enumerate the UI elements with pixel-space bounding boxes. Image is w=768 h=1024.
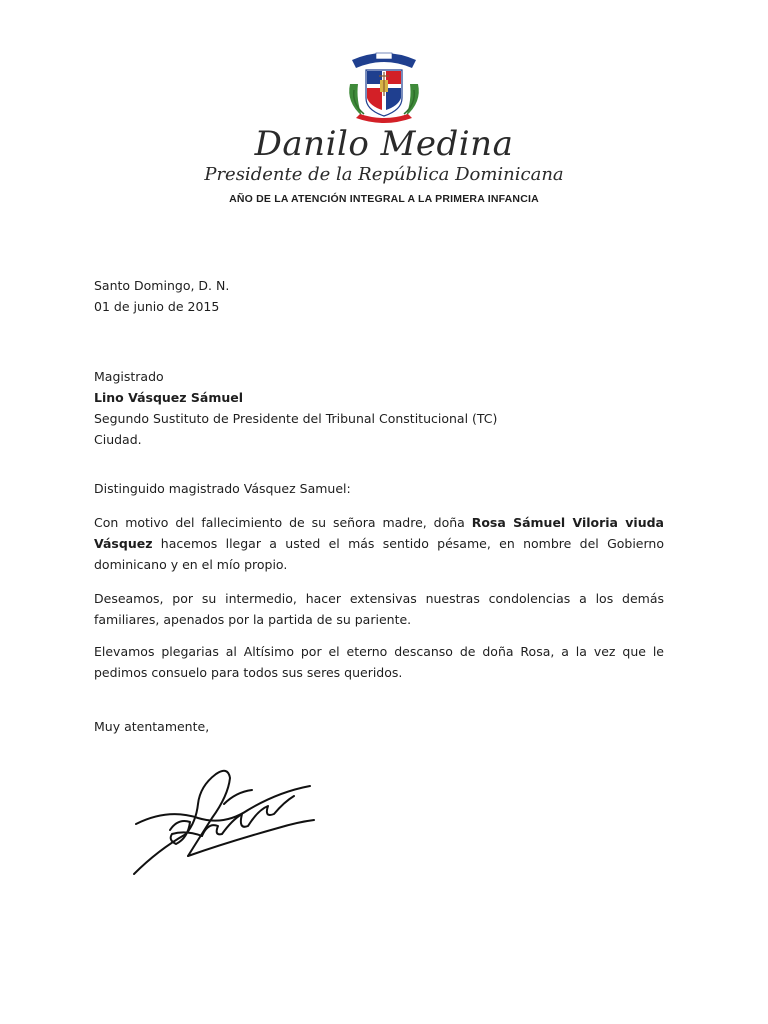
recipient-name: Lino Vásquez Sámuel [94,390,244,405]
recipient-position: Segundo Sustituto de Presidente del Tribunal Constitucional (TC) [94,411,498,426]
place: Santo Domingo, D. N. [94,278,230,293]
sender-name: Danilo Medina [254,124,514,164]
deceased-name: Rosa Sámuel Viloria viuda Vásquez [94,515,664,551]
salutation: Distinguido magistrado Vásquez Samuel: [94,481,351,496]
coat-of-arms-icon [342,44,426,128]
paragraph-prayers: Elevamos plegarias al Altísimo por el eterno descanso de doña Rosa, a la vez que le pedimos consuelo para todos sus seres queridos. [94,644,664,680]
recipient-honorific: Magistrado [94,369,164,384]
paragraph-family: Deseamos, por su intermedio, hacer extensivas nuestras condolencias a los demás familiares, apenados por la partida de su pariente. [94,591,664,627]
signature-icon [128,752,328,892]
year-motto: AÑO DE LA ATENCIÓN INTEGRAL A LA PRIMERA INFANCIA [229,193,539,205]
recipient-city: Ciudad. [94,432,142,447]
recipient-block [94,366,664,450]
place-date-block [94,275,664,317]
paragraph-1-lead: Con motivo del fallecimiento de su señora madre, doña [94,515,472,530]
date: 01 de junio de 2015 [94,299,220,314]
sender-title: Presidente de la República Dominicana [204,164,564,185]
paragraph-1-rest: hacemos llegar a usted el más sentido pésame, en nombre del Gobierno dominicano y en el mío propio. [94,536,664,572]
paragraph-condolence [94,512,664,575]
closing: Muy atentamente, [94,719,210,734]
